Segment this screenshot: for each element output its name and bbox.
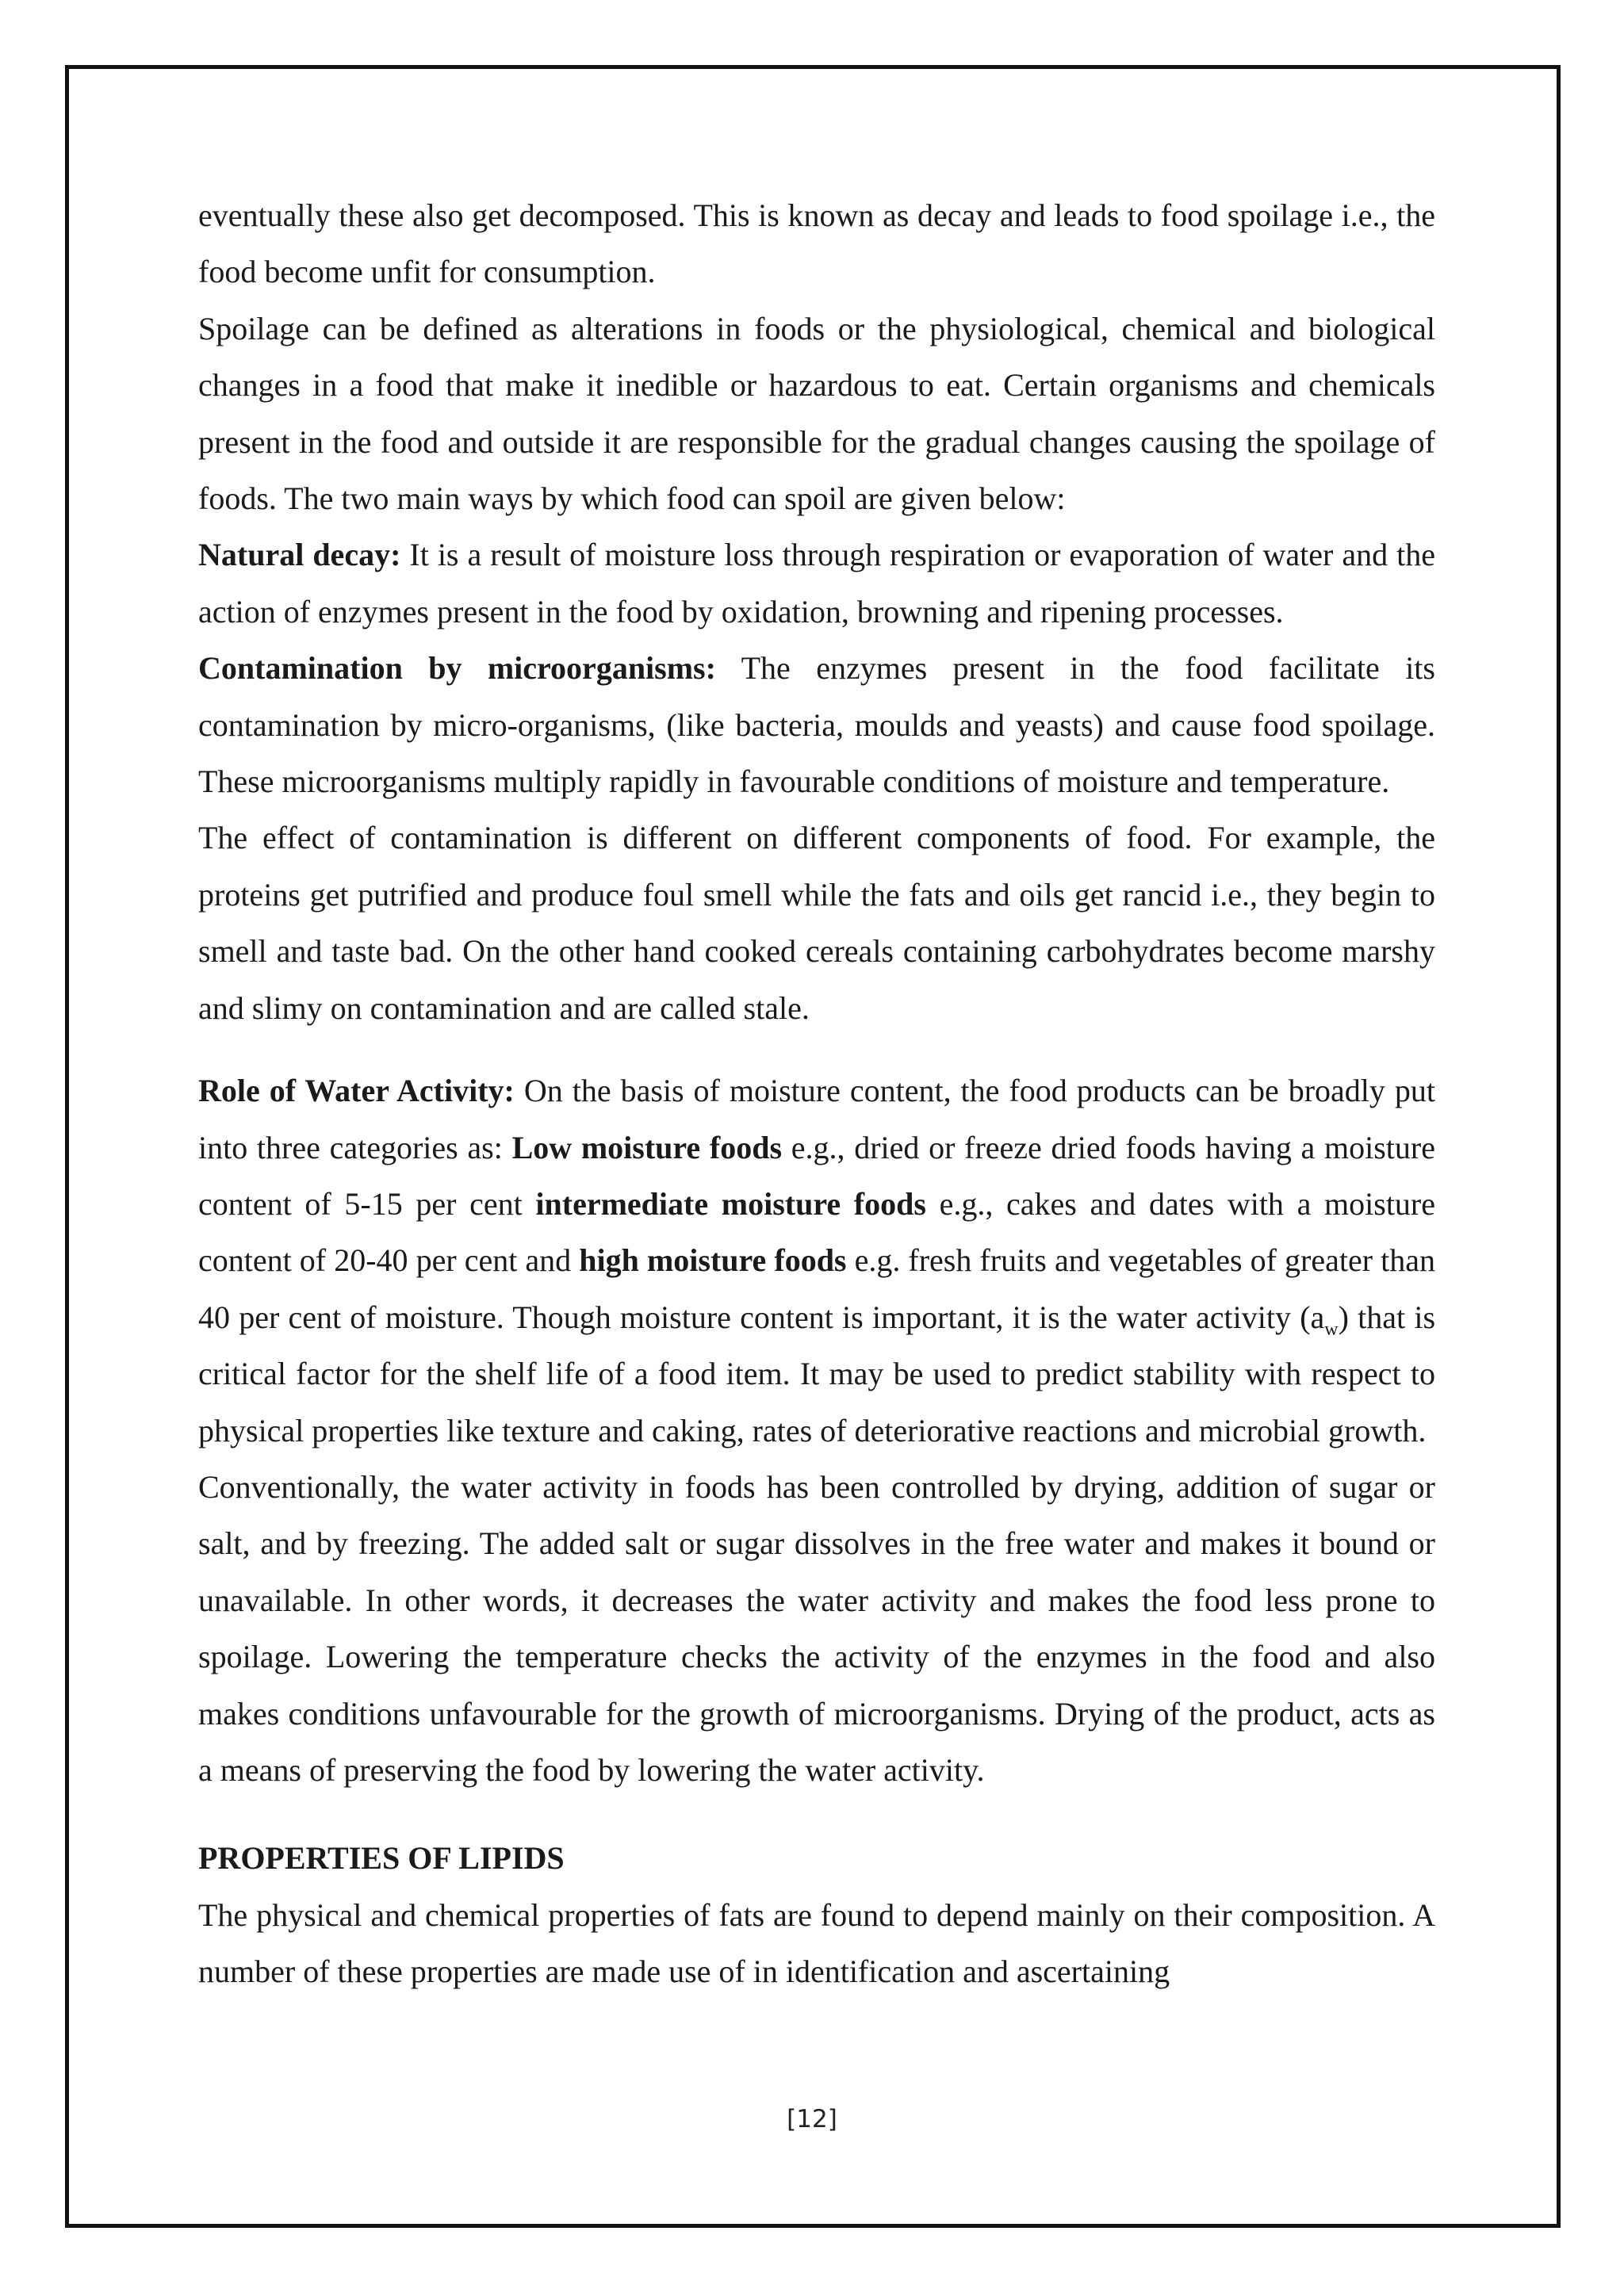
page-body: [198, 187, 1435, 2000]
page-number: [12]: [787, 2105, 837, 2133]
term-low-moisture: Low moisture foods: [511, 1129, 783, 1165]
term-high-moisture: high moisture foods: [579, 1242, 847, 1279]
paragraph-water-activity: Role of Water Activity: On the basis of moisture content, the food products can be broadly put into three categories as: Low moisture foods e.g., dried or freeze dried foods having a moisture content of 5-15 per cent intermediate moisture foods e.g., cakes and dates with a moisture content of 20-40 per cent and high moisture foods e.g. fresh fruits and vegetables of greater than 40 per cent of moisture. Though moisture content is important, it is the water activity $(a_w)$ that is critical factor for the shelf life of a food item. It may be used to predict stability with respect to physical properties like texture and caking, rates of deteriorative reactions and microbial growth.: [198, 1073, 1436, 1448]
paragraph-contamination-effect: The effect of contamination is different on different components of food. For example, the proteins get putrified and produce foul smell while the fats and oils get rancid i.e., they begin to smell and taste bad. On the other hand cooked cereals containing carbohydrates become marshy and slimy on contamination and are called stale.: [198, 820, 1435, 1026]
paragraph-lipid-properties: The physical and chemical properties of fats are found to depend mainly on their composition. A number of these properties are made use of in identification and ascertaining: [198, 1896, 1435, 1990]
paragraph-decay: eventually these also get decomposed. This is known as decay and leads to food spoilage i.e., the food become unfit for consumption.: [198, 197, 1435, 290]
term-intermediate-moisture: intermediate moisture foods: [535, 1185, 926, 1222]
section-heading: PROPERTIES OF LIPIDS: [198, 1840, 565, 1877]
spacer: [198, 1036, 1435, 1062]
spacer: [198, 1798, 1435, 1830]
paragraph-controlling-water-activity: Conventionally, the water activity in foods has been controlled by drying, addition of sugar or salt, and by freezing. The added salt or sugar dissolves in the free water and makes it bound or unavailable. In other words, it decreases the water activity and makes the food less prone to spoilage. Lowering the temperature checks the activity of the enzymes in the food and also makes conditions unfavourable for the growth of microorganisms. Drying of the product, acts as a means of preserving the food by lowering the water activity.: [198, 1468, 1435, 1788]
term-natural-decay: Natural decay:: [198, 537, 401, 573]
subscript-w: w: [1324, 1318, 1339, 1340]
paragraph-spoilage-definition: Spoilage can be defined as alterations in foods or the physiological, chemical and biological changes in a food that make it inedible or hazardous to eat. Certain organisms and chemicals present in the food and outside it are responsible for the gradual changes causing the spoilage of foods. The two main ways by which food can spoil are given below:: [198, 310, 1435, 517]
term-water-activity: Role of Water Activity:: [198, 1073, 515, 1109]
paragraph-natural-decay: Natural decay: It is a result of moisture loss through respiration or evaporation of water and the action of enzymes present in the food by oxidation, browning and ripening processes.: [198, 537, 1435, 629]
term-contamination: Contamination by microorganisms:: [198, 650, 716, 687]
paragraph-contamination: Contamination by microorganisms: The enzymes present in the food facilitate its contamination by micro-organisms, (like bacteria, moulds and yeasts) and cause food spoilage. These microorganisms multiply rapidly in favourable conditions of moisture and temperature.: [198, 650, 1435, 800]
